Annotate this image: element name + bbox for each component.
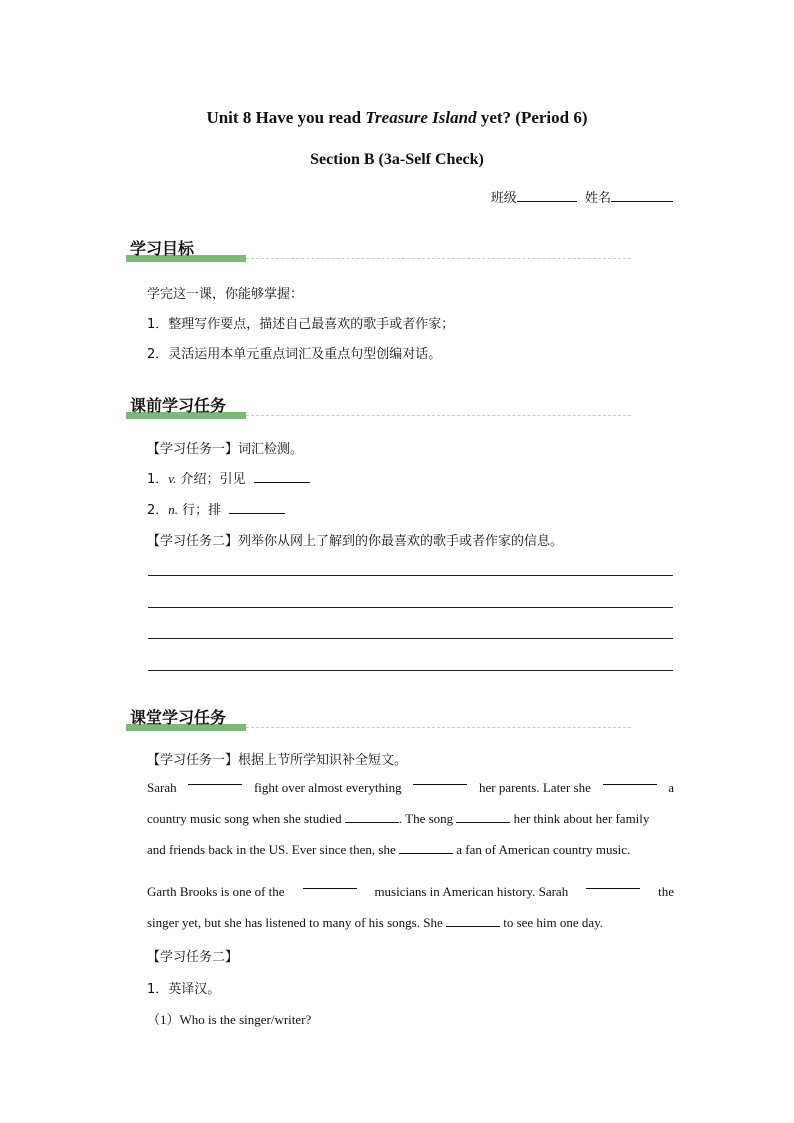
vocab-item-2: 2．n. 行；排 [147, 499, 285, 518]
cloze-blank[interactable] [303, 876, 357, 889]
goal-item-2: 2．灵活运用本单元重点词汇及重点句型创编对话。 [147, 347, 442, 362]
book-title: Treasure Island [365, 108, 477, 127]
cloze-paragraph-1 [147, 772, 674, 865]
cloze-paragraph-2 [147, 876, 674, 938]
cloze-blank[interactable] [345, 810, 399, 823]
section-divider [246, 415, 631, 416]
page-subtitle: Section B (3a-Self Check) [310, 151, 484, 168]
section-preclass-title: 课前学习任务 [130, 396, 227, 415]
name-label: 姓名 [584, 191, 611, 206]
inclass-task1-title: 【学习任务一】根据上节所学知识补全短文。 [147, 753, 408, 768]
section-divider [246, 258, 631, 259]
section-preclass-header [126, 393, 631, 419]
section-inclass-title: 课堂学习任务 [130, 708, 227, 727]
cloze-blank[interactable] [586, 876, 640, 889]
translation-question-1: （1）Who is the singer/writer? [147, 1012, 312, 1027]
answer-line-1[interactable] [148, 575, 673, 576]
class-label: 班级 [490, 191, 517, 206]
cloze-blank[interactable] [456, 810, 510, 823]
section-inclass-header [126, 705, 631, 731]
answer-line-3[interactable] [148, 638, 673, 639]
vocab-blank-1[interactable] [254, 470, 310, 483]
translation-heading: 1．英译汉。 [147, 982, 221, 997]
page-title: Unit 8 Have you read Treasure Island yet? (Period 6) [206, 108, 588, 127]
cloze-line: Garth Brooks is one of the musicians in American history. Sarah the [147, 876, 674, 907]
class-blank[interactable] [517, 189, 577, 202]
class-name-fields [491, 187, 673, 206]
name-blank[interactable] [611, 189, 673, 202]
section-divider [246, 727, 631, 728]
cloze-blank[interactable] [188, 772, 242, 785]
cloze-line: country music song when she studied . The song her think about her family [147, 811, 650, 826]
cloze-blank[interactable] [603, 772, 657, 785]
cloze-blank[interactable] [413, 772, 467, 785]
preclass-task2-title: 【学习任务二】列举你从网上了解到的你最喜欢的歌手或者作家的信息。 [147, 534, 564, 549]
goals-intro: 学完这一课，你能够掌握： [147, 287, 304, 302]
preclass-task1-title: 【学习任务一】词汇检测。 [147, 442, 304, 457]
cloze-line: Sarah fight over almost everything her parents. Later she a [147, 772, 674, 803]
cloze-blank[interactable] [399, 841, 453, 854]
section-goals-header [126, 236, 631, 262]
answer-line-2[interactable] [148, 607, 673, 608]
cloze-blank[interactable] [446, 914, 500, 927]
inclass-task2-title: 【学习任务二】 [147, 950, 239, 965]
cloze-line: singer yet, but she has listened to many of his songs. She to see him one day. [147, 915, 604, 930]
section-goals-title: 学习目标 [130, 239, 195, 258]
cloze-line: and friends back in the US. Ever since then, she a fan of American country music. [147, 842, 631, 857]
vocab-item-1: 1．v. 介绍；引见 [147, 468, 310, 487]
answer-line-4[interactable] [148, 670, 673, 671]
goal-item-1: 1．整理写作要点，描述自己最喜欢的歌手或者作家； [147, 317, 455, 332]
vocab-blank-2[interactable] [229, 501, 285, 514]
